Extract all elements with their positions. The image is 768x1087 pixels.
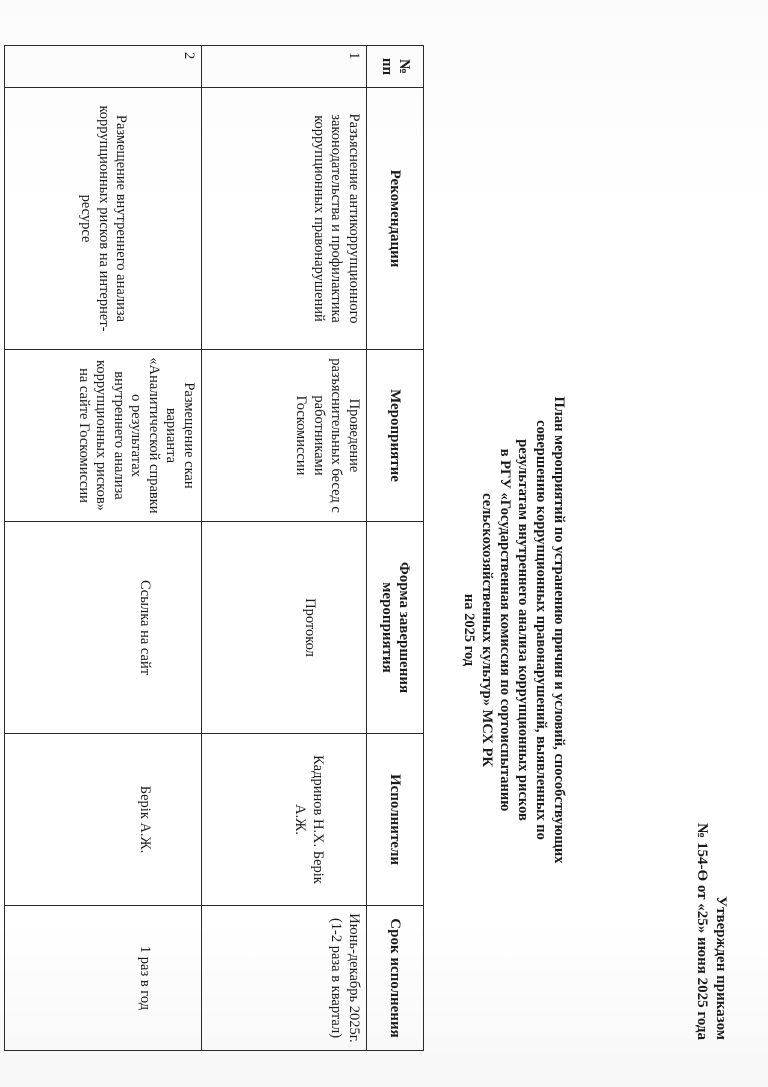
row-executors: Кадринов Н.Х. Берік А.Ж. (202, 734, 367, 906)
header-num: № пп (367, 46, 424, 88)
title-line-6: на 2025 год (461, 593, 477, 667)
title-line-2: совершению коррупционных правонарушений, выявленных по (533, 420, 549, 840)
row-form: Ссылка на сайт (5, 522, 202, 734)
title-line-3: результатам внутреннего анализа коррупционных рисков (515, 439, 531, 821)
title-line-5: сельскохозяйственных культур» МСХ РК (479, 493, 495, 767)
header-form: Форма завершения мероприятия (367, 522, 424, 734)
row-num: 2 (5, 46, 202, 88)
approval-stamp (692, 580, 730, 1040)
row-executors: Берік А.Ж. (5, 734, 202, 906)
title-line-4: в РГУ «Государственная комисcия по сортоиспытанию (497, 448, 513, 812)
header-recommendations: Рекомендации (367, 88, 424, 350)
row-deadline: 1 раз в год (5, 906, 202, 1051)
measures-table (4, 45, 424, 1051)
row-measure: Проведение разъяснительных бесед с работниками Госкомиссии (202, 350, 367, 522)
table-header-row (367, 46, 424, 1051)
row-recommendation: Разъяснение антикоррупционного законодательства и профилактика коррупционных правонарушений (202, 88, 367, 350)
table-row (202, 46, 367, 1051)
table-row (5, 46, 202, 1051)
row-deadline: Июнь-декабрь 2025г. (1-2 раза в квартал) (202, 906, 367, 1051)
approval-line-2: № 154-Ө от «25» июня 2025 года (694, 823, 710, 1040)
header-executors: Исполнители (367, 734, 424, 906)
header-deadline: Срок исполнения (367, 906, 424, 1051)
row-recommendation: Размещение внутреннего анализа коррупционных рисков на интернет-ресурсе (5, 88, 202, 350)
title-line-1: План мероприятий по устранению причин и условий, способствующих (551, 396, 567, 864)
document-title (460, 325, 568, 935)
header-measure: Мероприятие (367, 350, 424, 522)
row-num: 1 (202, 46, 367, 88)
row-measure: Размещение скан варианта «Аналитической справки о результатах внутреннего анализа коррупционных рисков» на сайте Госкомиссии (5, 350, 202, 522)
approval-line-1: Утвержден приказом (713, 896, 729, 1040)
row-form: Протокол (202, 522, 367, 734)
